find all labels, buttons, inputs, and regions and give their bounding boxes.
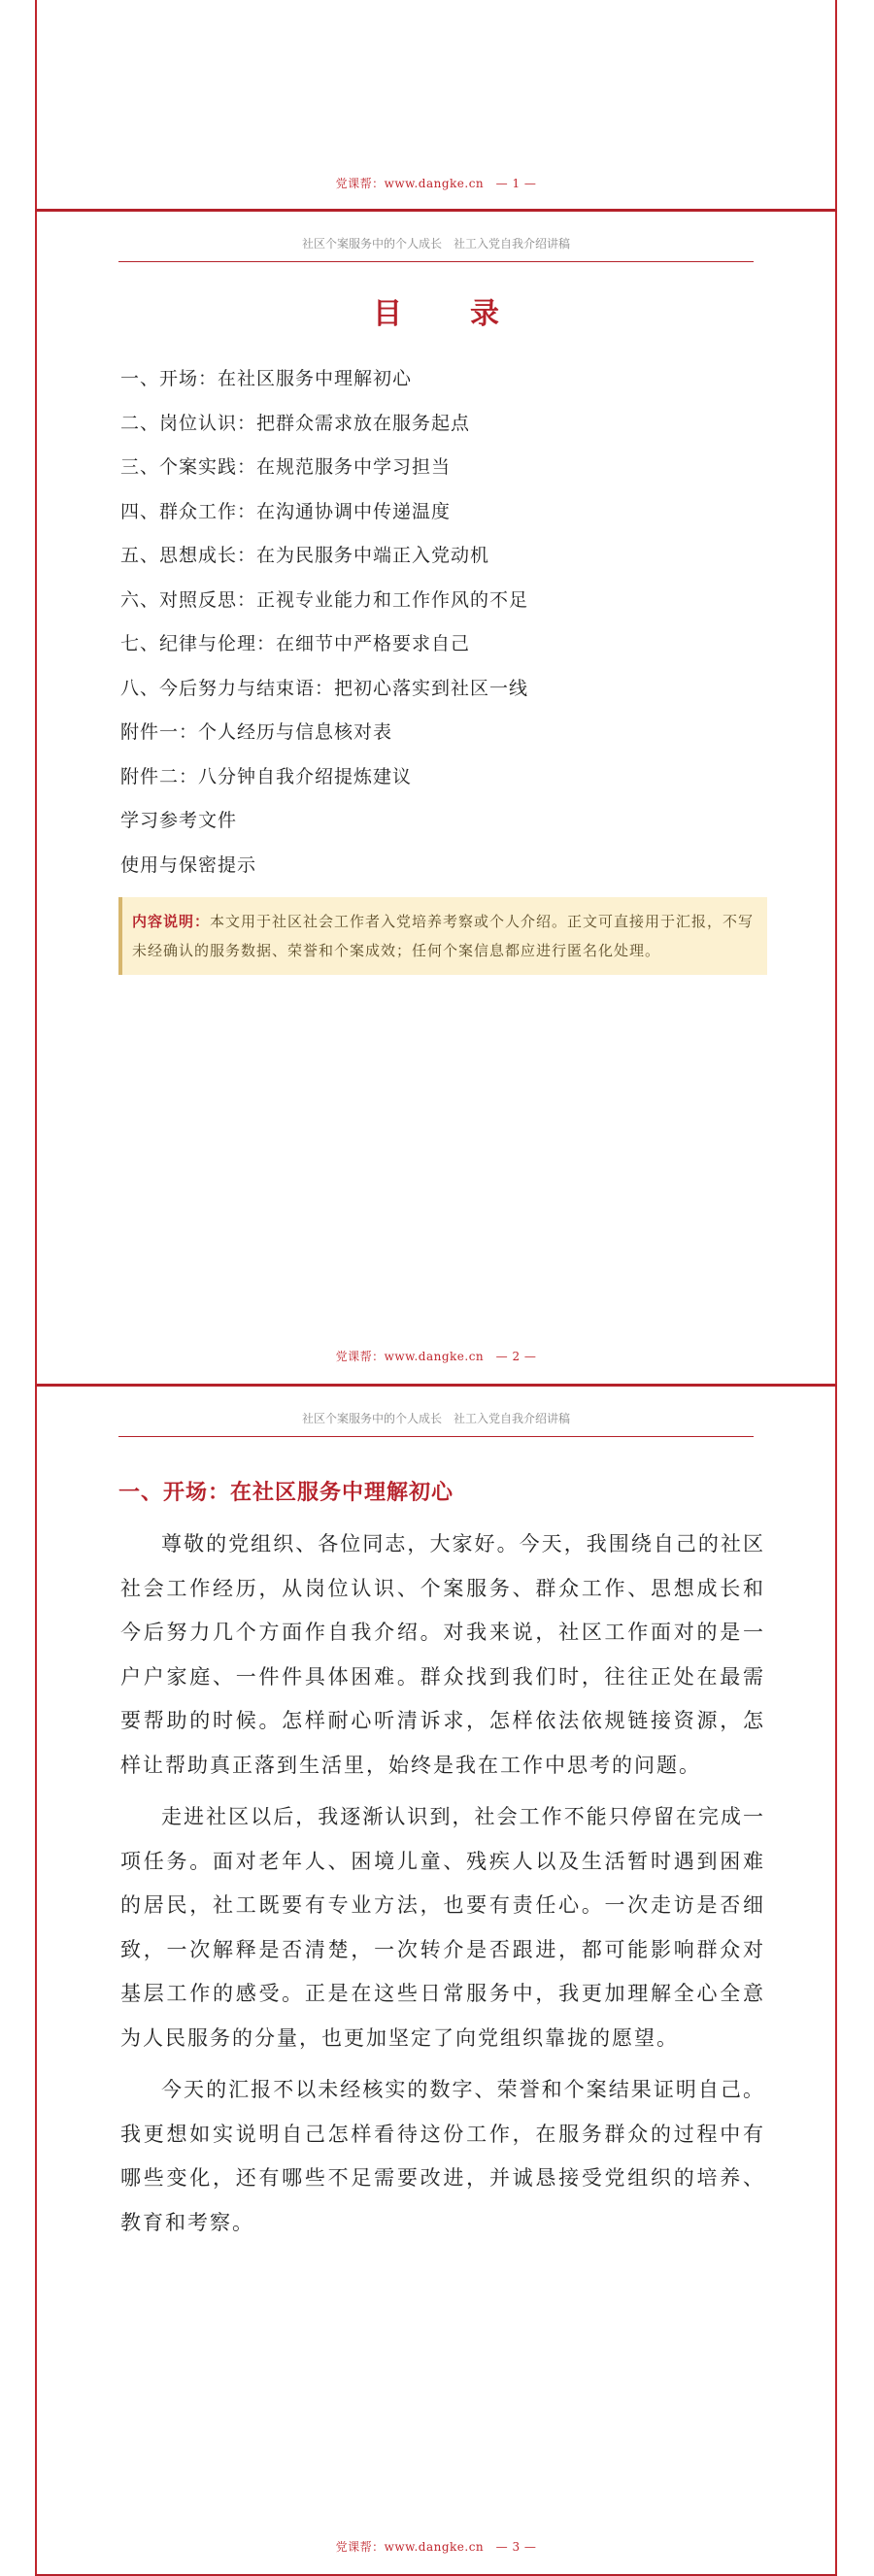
page-footer: 党课帮：www.dangke.cn — 2 —	[335, 1350, 537, 1363]
toc-item[interactable]: 七、纪律与伦理：在细节中严格要求自己	[120, 633, 471, 654]
toc-item[interactable]: 学习参考文件	[120, 810, 238, 831]
content-note-box	[118, 897, 767, 975]
body-paragraph: 尊敬的党组织、各位同志，大家好。今天，我围绕自己的社区社会工作经历，从岗位认识、个案服务、群众工作、思想成长和今后努力几个方面作自我介绍。对我来说，社区工作面对的是一户户家庭、一件件具体困难。群众找到我们时，往往正处在最需要帮助的时候。怎样耐心听清诉求，怎样依法依规链接资源，怎样让帮助真正落到生活里，始终是我在工作中思考的问题。	[120, 1532, 765, 1777]
section-title: 一、开场：在社区服务中理解初心	[118, 1480, 454, 1505]
toc-item[interactable]: 五、思想成长：在为民服务中端正入党动机	[120, 545, 490, 566]
page-footer: 党课帮：www.dangke.cn — 1 —	[335, 177, 537, 190]
toc-title: 目 录	[373, 297, 519, 331]
toc-item[interactable]: 四、群众工作：在沟通协调中传递温度	[120, 500, 452, 522]
running-header: 社区个案服务中的个人成长 社工入党自我介绍讲稿	[118, 235, 754, 262]
note-label: 内容说明：	[132, 913, 211, 930]
toc-list	[120, 357, 754, 887]
body-paragraph: 走进社区以后，我逐渐认识到，社会工作不能只停留在完成一项任务。面对老年人、困境儿童、残疾人以及生活暂时遇到困难的居民，社工既要有专业方法，也要有责任心。一次走访是否细致，一次解释是否清楚，一次转介是否跟进，都可能影响群众对基层工作的感受。正是在这些日常服务中，我更加理解全心全意为人民服务的分量，也更加坚定了向党组织靠拢的愿望。	[120, 1805, 765, 2050]
toc-item[interactable]: 二、岗位认识：把群众需求放在服务起点	[120, 412, 471, 434]
section-body	[120, 1522, 765, 2253]
running-header: 社区个案服务中的个人成长 社工入党自我介绍讲稿	[118, 1410, 754, 1437]
body-paragraph: 今天的汇报不以未经核实的数字、荣誉和个案结果证明自己。我更想如实说明自己怎样看待这份工作，在服务群众的过程中有哪些变化，还有哪些不足需要改进，并诚恳接受党组织的培养、教育和考察。	[120, 2078, 765, 2234]
toc-item[interactable]: 一、开场：在社区服务中理解初心	[120, 368, 413, 389]
page-3	[35, 1387, 837, 2576]
toc-item[interactable]: 使用与保密提示	[120, 853, 257, 876]
note-text: 本文用于社区社会工作者入党培养考察或个人介绍。正文可直接用于汇报，不写未经确认的服务数据、荣誉和个案成效；任何个案信息都应进行匿名化处理。	[132, 913, 755, 959]
page-1	[35, 0, 837, 212]
page-footer: 党课帮：www.dangke.cn — 3 —	[335, 2540, 537, 2554]
toc-item[interactable]: 三、个案实践：在规范服务中学习担当	[120, 456, 452, 478]
toc-item[interactable]: 附件一：个人经历与信息核对表	[120, 721, 393, 743]
toc-item[interactable]: 附件二：八分钟自我介绍提炼建议	[120, 765, 413, 787]
page-2	[35, 212, 837, 1387]
toc-item[interactable]: 六、对照反思：正视专业能力和工作作风的不足	[120, 588, 529, 611]
toc-item[interactable]: 八、今后努力与结束语：把初心落实到社区一线	[120, 677, 529, 699]
